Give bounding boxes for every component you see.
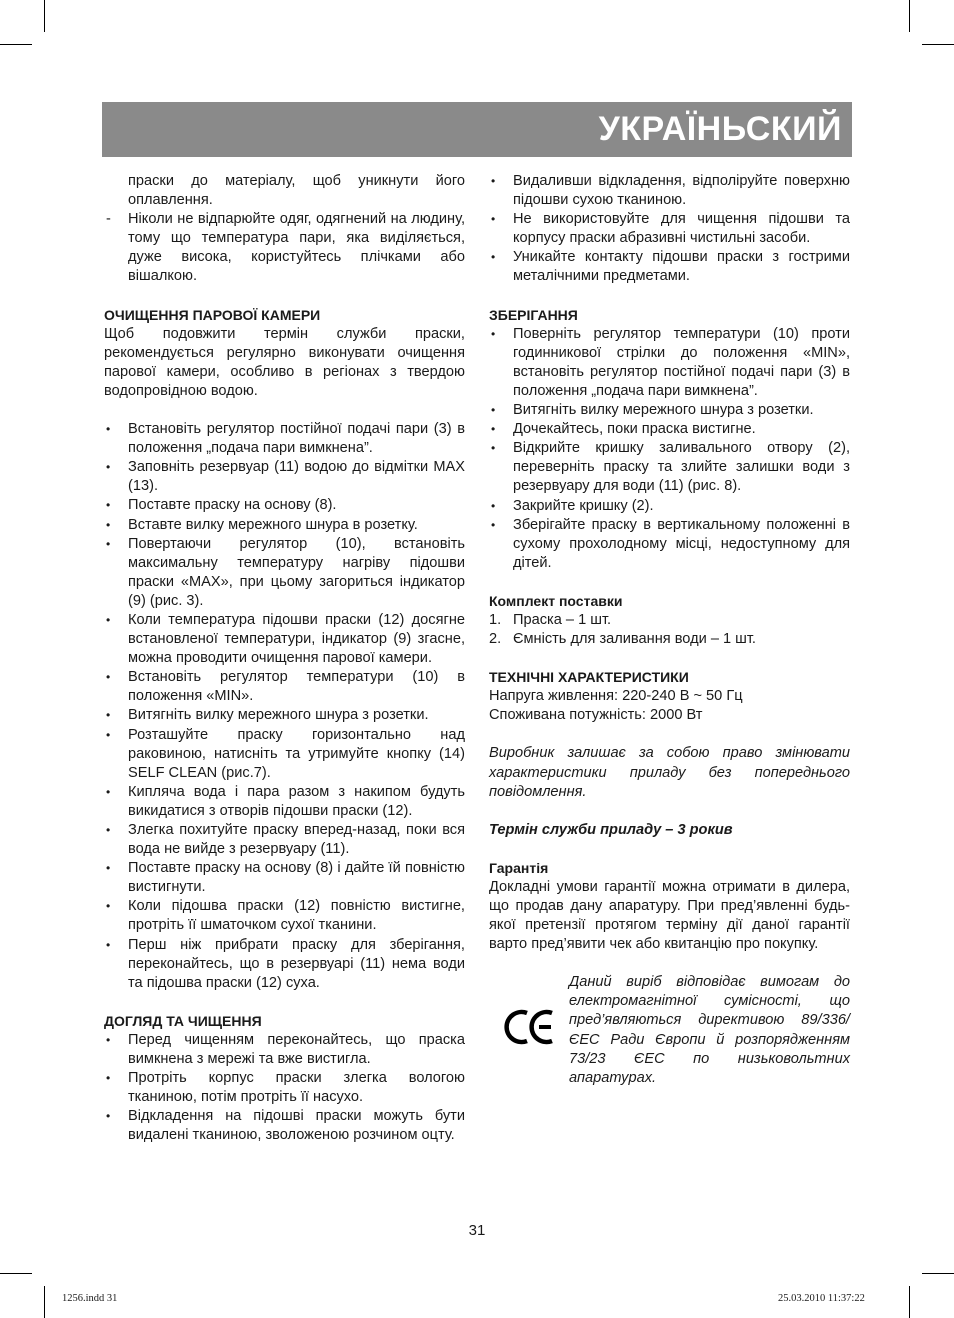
list-item: 1. Праска – 1 шт.: [489, 611, 612, 628]
dash-mark: -: [106, 211, 111, 228]
crop-mark: [909, 0, 910, 32]
specs-heading: ТЕХНІЧНІ ХАРАКТЕРИСТИКИ: [489, 669, 689, 686]
list-item: • Заповніть резервуар (11) водою до відмітки MAX (13).: [106, 459, 465, 495]
list-item: • Поставте праску на основу (8) і дайте їй повністю вистигнути.: [106, 860, 465, 896]
storage-heading: ЗБЕРІГАННЯ: [489, 306, 578, 323]
footer-file-info: 1256.indd 31: [62, 1293, 118, 1304]
list-item: • Витягніть вилку мережного шнура з розетки.: [106, 707, 429, 724]
package-list: [489, 611, 850, 649]
list-item: 2. Ємність для заливання води – 1 шт.: [489, 631, 756, 648]
list-item: • Встановіть регулятор постійної подачі пари (3) в положення „подача пари вимкнена”.: [106, 421, 465, 457]
intro-dash-item: - Ніколи не відпарюйте одяг, одягнений на людину, тому що температура пари, яка виділяється, дуже висока, користуйтесь плічками або вішалкою.: [106, 211, 465, 285]
list-item: • Видаливши відкладення, відполіруйте поверхню підошви сухою тканиною.: [491, 173, 850, 209]
left-column: [104, 172, 465, 1146]
list-item: • Відкладення на підошві праски можуть бути видалені тканиною, зволоженою розчином оцту.: [106, 1108, 465, 1144]
crop-mark: [909, 1286, 910, 1318]
manufacturer-note: Виробник залишає за собою право змінювати характеристики приладу без попереднього повідомлення.: [489, 745, 850, 800]
list-item: • Закрийте кришку (2).: [491, 497, 654, 514]
care-cleaning-list: [104, 1031, 465, 1146]
list-item: • Повертаючи регулятор (10), встановіть максимальну температуру нагріву підошви праски «MAX», при цьому загориться індикатор (9) (рис. 3).: [106, 535, 465, 609]
list-item: • Поставте праску на основу (8).: [106, 497, 337, 514]
warranty-heading: Гарантія: [489, 859, 549, 876]
language-title: УКРАЇНЬСКИЙ: [598, 110, 842, 148]
list-item: • Не використовуйте для чищення підошви та корпусу праски абразивні чистильні засоби.: [491, 211, 850, 247]
crop-mark: [922, 44, 954, 45]
ce-compliance-text: Даний виріб відповідає вимогам до електромагнітної сумісності, що пред’являються директивою 89/336/ ЄЕС Ради Європи й розпорядженням 73/23 ЄЕС по низьковольтних апаратурах.: [569, 974, 850, 1086]
crop-mark: [0, 44, 32, 45]
list-item: • Злегка похитуйте праску вперед-назад, поки вся вода не вийде з резервуару (11).: [106, 822, 465, 858]
storage-list: [489, 325, 850, 573]
list-item: • Кипляча вода і пара разом з накипом будуть викидатися з отворів підошви праски (12).: [106, 783, 465, 819]
list-item: • Зберігайте праску в вертикальному положенні в сухому прохолодному місці, недоступному для дітей.: [491, 516, 850, 571]
list-item: • Перш ніж прибрати праску для зберігання, переконайтесь, що в резервуарі (11) нема води та підошва праски (12) суха.: [106, 936, 465, 991]
right-column: [489, 172, 850, 1088]
crop-mark: [922, 1273, 954, 1274]
crop-mark: [44, 1286, 45, 1318]
care-cleaning-list-continued: [489, 172, 850, 287]
list-item: • Витягніть вилку мережного шнура з розетки.: [491, 402, 814, 419]
list-item: • Розташуйте праску горизонтально над раковиною, натисніть та утримуйте кнопку (14) SELF CLEAN (рис.7).: [106, 726, 465, 781]
list-item: • Уникайте контакту підошви праски з гострими металічними предметами.: [491, 249, 850, 285]
package-heading: Комплект поставки: [489, 592, 623, 609]
crop-mark: [44, 0, 45, 32]
list-item: • Перед чищенням переконайтесь, що праска вимкнена з мережі та вже вистигла.: [106, 1031, 465, 1068]
service-life: Термін служби приладу – 3 рокив: [489, 821, 733, 838]
list-item: • Встановіть регулятор температури (10) в положення «MIN».: [106, 669, 465, 705]
list-item: • Поверніть регулятор температури (10) проти годинникової стрілки до положення «MIN», встановіть регулятор постійної подачі пари (3) в положення „подача пари вимкнена”.: [491, 325, 850, 399]
language-header-bar: [102, 102, 852, 157]
steam-chamber-list: [104, 420, 465, 993]
specs-power: Споживана потужність: 2000 Вт: [489, 707, 703, 724]
steam-chamber-intro: Щоб подовжити термін служби праски, рекомендується регулярно виконувати очищення парової камери, особливо в регіонах з твердою водопровідною водою.: [104, 325, 465, 399]
list-item: • Коли температура підошви праски (12) досягне встановленої температури, індикатор (9) згасне, можна проводити очищення парової камери.: [106, 611, 465, 667]
specs-voltage: Напруга живлення: 220-240 В ~ 50 Гц: [489, 688, 743, 705]
list-item: • Відкрийте кришку заливального отвору (2), переверніть праску та злийте залишки води з резервуару для води (11) (рис. 8).: [491, 440, 850, 495]
list-item: • Дочекайтесь, поки праска вистигне.: [491, 421, 756, 438]
crop-mark: [0, 1273, 32, 1274]
ce-mark-icon: [503, 1007, 557, 1047]
steam-chamber-heading: ОЧИЩЕННЯ ПАРОВОЇ КАМЕРИ: [104, 306, 321, 323]
list-item: • Вставте вилку мережного шнура в розетку.: [106, 516, 418, 533]
list-item: • Коли підошва праски (12) повністю вистигне, протріть її шматочком сухої тканини.: [106, 898, 465, 934]
list-item: • Протріть корпус праски злегка вологою тканиною, потім протріть її насухо.: [106, 1070, 465, 1106]
warranty-text: Докладні умови гарантії можна отримати в дилера, що продав дану апаратуру. При пред’явленні будь-якої претензії протягом терміну дії даної гарантії варто пред’явити чек або квитанцію про покупку.: [489, 878, 850, 953]
page-number: 31: [468, 1222, 486, 1239]
ce-compliance-block: [489, 973, 850, 1088]
intro-continuation: праски до матеріалу, щоб уникнути його оплавлення.: [128, 173, 465, 209]
footer-timestamp: 25.03.2010 11:37:22: [778, 1293, 865, 1304]
care-cleaning-heading: ДОГЛЯД ТА ЧИЩЕННЯ: [104, 1012, 262, 1029]
